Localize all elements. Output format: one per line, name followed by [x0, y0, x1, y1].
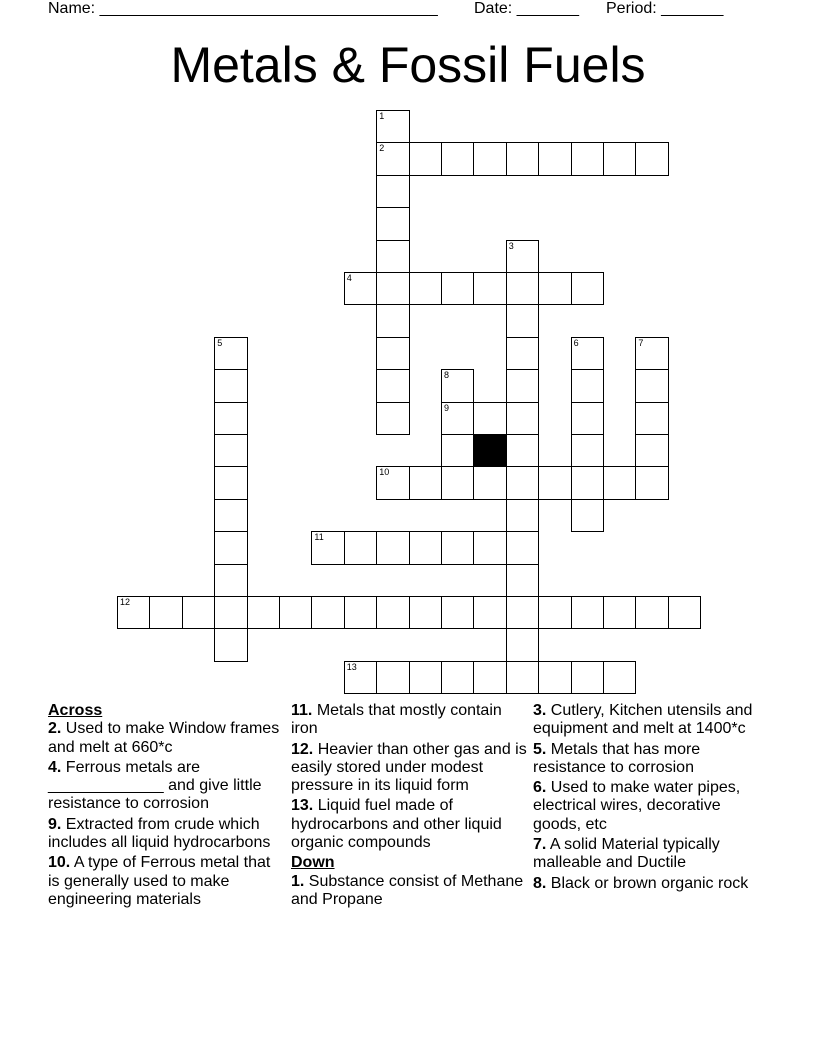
grid-cell[interactable]	[441, 142, 474, 175]
grid-cell[interactable]	[344, 661, 377, 694]
clue-across-4: 4. Ferrous metals are _____________ and give little resistance to corrosion	[48, 758, 262, 813]
grid-cell[interactable]	[409, 661, 442, 694]
grid-cell[interactable]	[538, 272, 571, 305]
grid-cell[interactable]	[376, 142, 409, 175]
grid-cell[interactable]	[506, 628, 539, 661]
clue-number: 2	[379, 143, 385, 154]
grid-block	[473, 434, 506, 467]
across-heading: Across	[48, 702, 103, 719]
grid-cell[interactable]	[376, 369, 409, 402]
grid-cell[interactable]	[571, 596, 604, 629]
grid-cell[interactable]	[376, 240, 409, 273]
grid-cell[interactable]	[473, 142, 506, 175]
clue-across-11: 11. Metals that mostly contain iron	[291, 702, 502, 738]
grid-cell[interactable]	[214, 628, 247, 661]
grid-cell[interactable]	[214, 466, 247, 499]
grid-cell[interactable]	[214, 531, 247, 564]
grid-cell[interactable]	[441, 661, 474, 694]
grid-cell[interactable]	[571, 434, 604, 467]
grid-cell[interactable]	[571, 142, 604, 175]
clue-down-7: 7. A solid Material typically malleable and Ductile	[533, 836, 720, 872]
grid-cell[interactable]	[603, 142, 636, 175]
grid-cell[interactable]	[376, 175, 409, 208]
grid-cell[interactable]	[441, 272, 474, 305]
grid-cell[interactable]	[344, 531, 377, 564]
grid-cell[interactable]	[506, 369, 539, 402]
grid-cell[interactable]	[635, 337, 668, 370]
grid-cell[interactable]	[376, 531, 409, 564]
grid-cell[interactable]	[441, 402, 474, 435]
grid-cell[interactable]	[409, 142, 442, 175]
clue-across-13: 13. Liquid fuel made of hydrocarbons and other liquid organic compounds	[291, 797, 502, 852]
grid-cell[interactable]	[538, 661, 571, 694]
grid-cell[interactable]	[441, 434, 474, 467]
grid-cell[interactable]	[506, 304, 539, 337]
clues-column-3	[533, 702, 769, 895]
grid-cell[interactable]	[473, 272, 506, 305]
grid-cell[interactable]	[506, 531, 539, 564]
grid-cell[interactable]	[441, 596, 474, 629]
grid-cell[interactable]	[635, 369, 668, 402]
clue-number: 1	[379, 111, 385, 121]
grid-cell[interactable]	[473, 661, 506, 694]
down-heading: Down	[291, 854, 335, 872]
grid-cell[interactable]	[635, 466, 668, 499]
grid-cell[interactable]	[571, 272, 604, 305]
grid-cell[interactable]	[635, 596, 668, 629]
grid-cell[interactable]	[214, 499, 247, 532]
grid-cell[interactable]	[538, 466, 571, 499]
clue-number: 5	[217, 337, 223, 348]
clue-number: 10	[379, 467, 390, 478]
page-title: Metals & Fossil Fuels	[170, 37, 646, 93]
grid-cell[interactable]	[506, 434, 539, 467]
grid-cell[interactable]	[603, 661, 636, 694]
clue-across-12: 12. Heavier than other gas and is easily stored under modest pressure in its liquid form	[291, 740, 527, 795]
clue-number: 8	[444, 370, 450, 381]
grid-cell[interactable]	[635, 434, 668, 467]
clue-across-2: 2. Used to make Window frames and melt at 660*c	[48, 720, 280, 756]
clue-number: 6	[573, 337, 579, 348]
clue-number: 3	[508, 240, 514, 251]
clue-down-8: 8. Black or brown organic rock	[533, 874, 749, 892]
grid-cell[interactable]	[279, 596, 312, 629]
grid-cell[interactable]	[376, 402, 409, 435]
grid-cell[interactable]	[376, 337, 409, 370]
grid-cell[interactable]	[214, 596, 247, 629]
grid-cell[interactable]	[571, 337, 604, 370]
clue-down-1: 1. Substance consist of Methane and Propane	[291, 872, 524, 908]
grid-cell[interactable]	[571, 369, 604, 402]
clue-number: 4	[346, 273, 352, 283]
grid-cell[interactable]	[603, 466, 636, 499]
grid-cell[interactable]	[668, 596, 701, 629]
grid-cell[interactable]	[311, 596, 344, 629]
grid-cell[interactable]	[149, 596, 182, 629]
grid-cell[interactable]	[409, 531, 442, 564]
grid-cell[interactable]	[409, 272, 442, 305]
grid-cell[interactable]	[506, 337, 539, 370]
grid-cell[interactable]	[376, 466, 409, 499]
grid-cell[interactable]	[635, 142, 668, 175]
grid-cell[interactable]	[214, 337, 247, 370]
grid-cell[interactable]	[376, 596, 409, 629]
clue-down-5: 5. Metals that has more resistance to corrosion	[533, 740, 701, 776]
period-field[interactable]: Period: _______	[606, 0, 724, 17]
grid-cell[interactable]	[506, 596, 539, 629]
grid-cell[interactable]	[441, 369, 474, 402]
grid-cell[interactable]	[538, 596, 571, 629]
clues-column-1	[48, 702, 280, 911]
clue-down-6: 6. Used to make water pipes, electrical wires, decorative goods, etc	[533, 779, 741, 833]
grid-cell[interactable]	[571, 402, 604, 435]
grid-cell[interactable]	[603, 596, 636, 629]
clue-down-3: 3. Cutlery, Kitchen utensils and equipment and melt at 1400*c	[533, 702, 753, 738]
grid-cell[interactable]	[506, 142, 539, 175]
grid-cell[interactable]	[473, 531, 506, 564]
grid-cell[interactable]	[344, 272, 377, 305]
grid-cell[interactable]	[441, 466, 474, 499]
clue-number: 9	[444, 402, 450, 413]
grid-cell[interactable]	[214, 402, 247, 435]
grid-cell[interactable]	[473, 466, 506, 499]
clue-across-10: 10. A type of Ferrous metal that is generally used to make engineering materials	[48, 854, 271, 908]
grid-cell[interactable]	[376, 272, 409, 305]
grid-cell[interactable]	[506, 661, 539, 694]
grid-cell[interactable]	[506, 272, 539, 305]
grid-cell[interactable]	[571, 499, 604, 532]
grid-cell[interactable]	[506, 564, 539, 597]
grid-cell[interactable]	[506, 499, 539, 532]
grid-cell[interactable]	[635, 402, 668, 435]
clue-number: 11	[314, 532, 324, 543]
grid-cell[interactable]	[182, 596, 215, 629]
grid-cell[interactable]	[473, 402, 506, 435]
clue-number: 7	[638, 337, 644, 348]
grid-cell[interactable]	[344, 596, 377, 629]
clue-number: 13	[346, 661, 357, 672]
grid-cell[interactable]	[376, 110, 409, 143]
grid-cell[interactable]	[214, 434, 247, 467]
grid-cell[interactable]	[506, 240, 539, 273]
grid-cell[interactable]	[214, 369, 247, 402]
grid-cell[interactable]	[409, 596, 442, 629]
name-field[interactable]: Name: ______________________________________	[48, 0, 438, 17]
clues-column-2	[291, 702, 527, 911]
grid-cell[interactable]	[571, 466, 604, 499]
date-field[interactable]: Date: _______	[474, 0, 579, 17]
grid-cell[interactable]	[117, 596, 150, 629]
grid-cell[interactable]	[376, 207, 409, 240]
clue-across-9: 9. Extracted from crude which includes all liquid hydrocarbons	[48, 815, 271, 852]
grid-cell[interactable]	[441, 531, 474, 564]
grid-cell[interactable]	[473, 596, 506, 629]
grid-cell[interactable]	[409, 466, 442, 499]
grid-cell[interactable]	[538, 142, 571, 175]
clue-number: 12	[120, 597, 131, 607]
grid-cell[interactable]	[247, 596, 280, 629]
grid-cell[interactable]	[311, 531, 344, 564]
grid-cell[interactable]	[214, 564, 247, 597]
grid-cell[interactable]	[376, 304, 409, 337]
grid-cell[interactable]	[571, 661, 604, 694]
grid-cell[interactable]	[506, 402, 539, 435]
grid-cell[interactable]	[506, 466, 539, 499]
grid-cell[interactable]	[376, 661, 409, 694]
